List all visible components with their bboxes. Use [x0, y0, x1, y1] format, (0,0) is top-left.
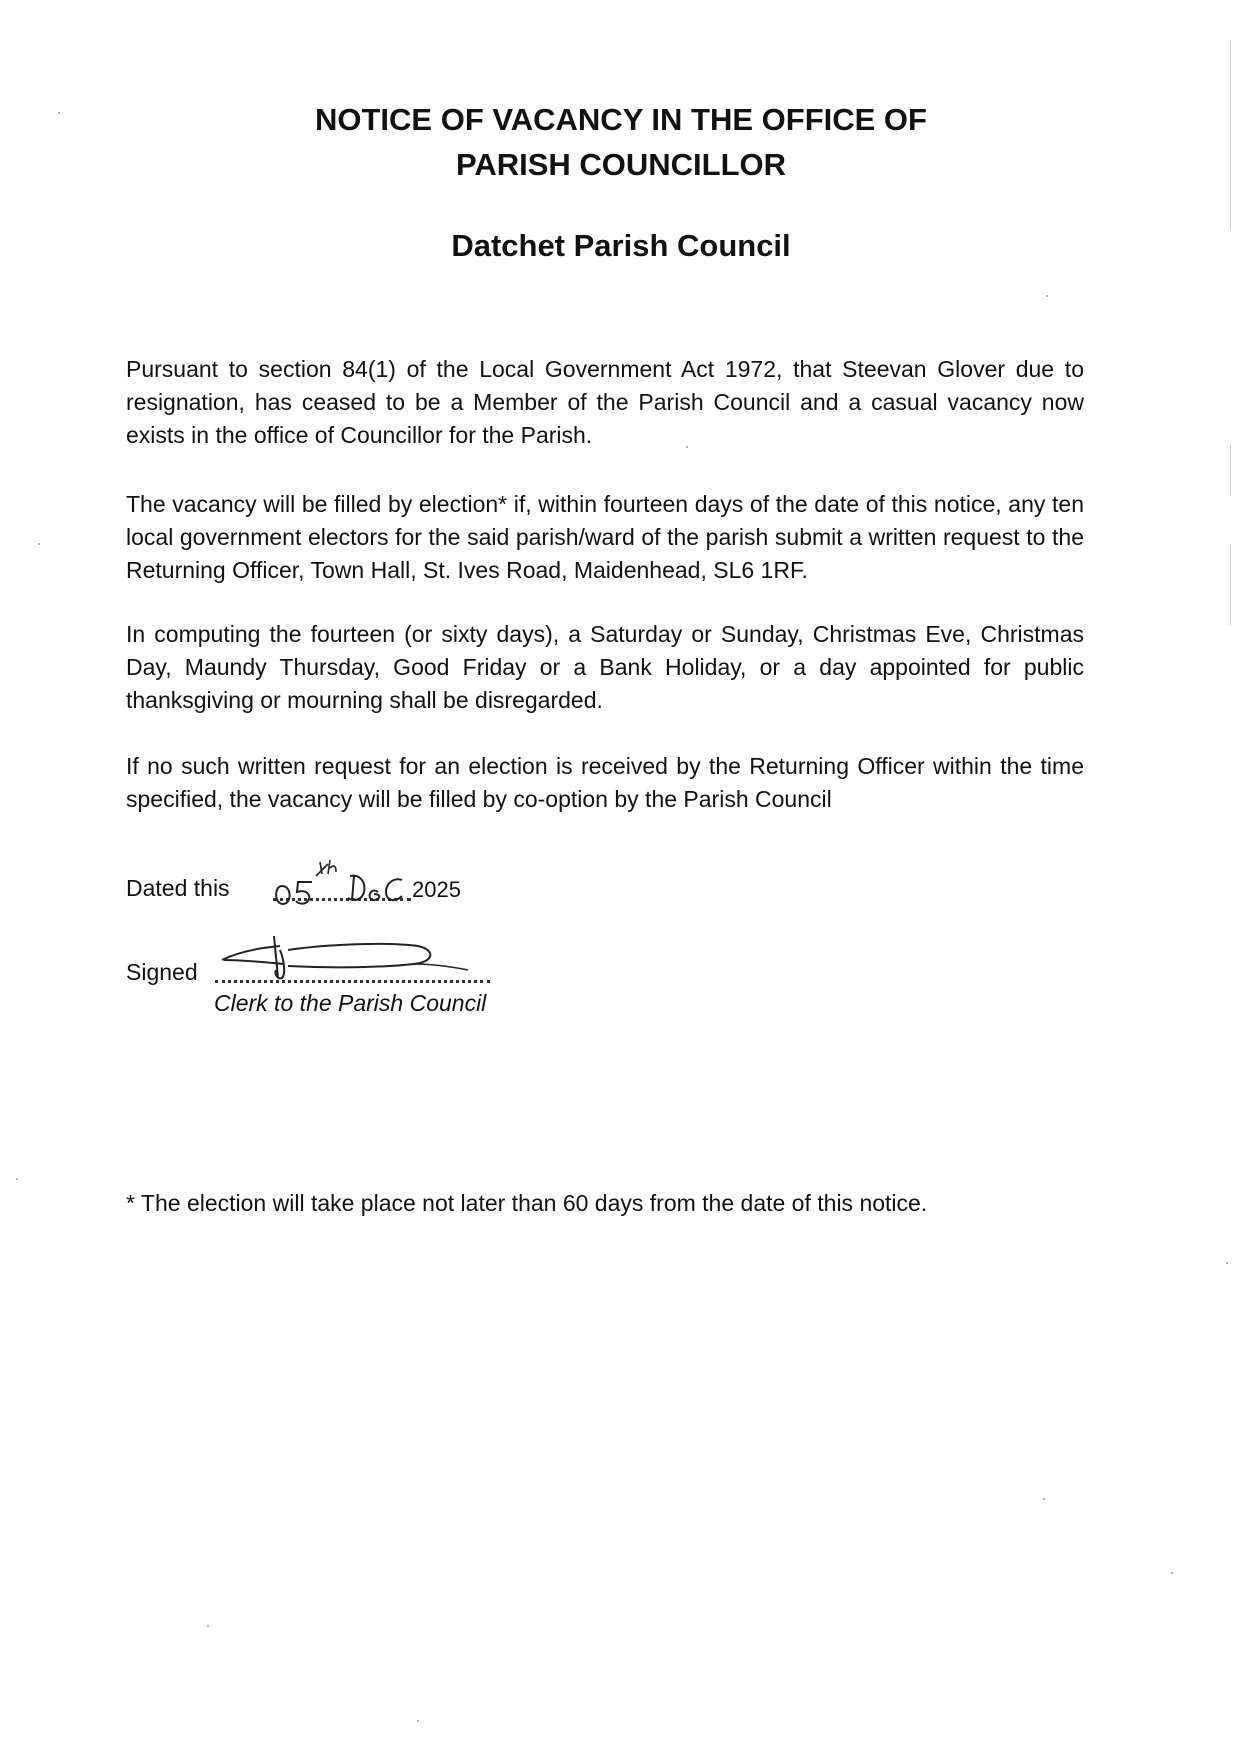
scan-speck [58, 112, 60, 114]
scan-speck [38, 543, 40, 545]
scan-speck [686, 446, 688, 448]
notice-title-line-1: NOTICE OF VACANCY IN THE OFFICE OF [315, 102, 927, 137]
scan-speck [1043, 1498, 1045, 1500]
paragraph-vacancy: Pursuant to section 84(1) of the Local Government Act 1972, that Steevan Glover due to resignation, has ceased to be a Member of the Parish Council and a casual vacancy now exists in the office of Councillor for the Parish. [126, 356, 1084, 448]
scan-edge-mark [1230, 445, 1231, 495]
paragraph-co-option: If no such written request for an election is received by the Returning Officer within the time specified, the vacancy will be filled by co-option by the Parish Council [126, 753, 1084, 812]
scan-speck [16, 1178, 18, 1180]
paragraph-election-request: The vacancy will be filled by election* if, within fourteen days of the date of this notice, any ten local government electors for the said parish/ward of the parish submit a written request to the Returning Officer, Town Hall, St. Ives Road, Maidenhead, SL6 1RF. [126, 491, 1084, 583]
dated-label: Dated this [126, 875, 230, 901]
election-footnote: * The election will take place not later than 60 days from the date of this notice. [126, 1190, 928, 1216]
scan-speck [1046, 295, 1048, 297]
scan-speck [417, 1720, 419, 1722]
notice-title-line-2: PARISH COUNCILLOR [455, 147, 787, 182]
scan-speck [207, 1625, 209, 1627]
handwritten-signature [218, 930, 498, 990]
dated-year: 2025 [412, 877, 461, 902]
council-name: Datchet Parish Council [451, 228, 791, 263]
clerk-title: Clerk to the Parish Council [214, 990, 487, 1016]
scan-edge-mark [1230, 40, 1231, 230]
scan-speck [1171, 1572, 1173, 1574]
paragraph-computing-days: In computing the fourteen (or sixty days), a Saturday or Sunday, Christmas Eve, Christmas Day, Maundy Thursday, Good Friday or a Bank Holiday, or a day appointed for public thanksgiving or mourning shall be disregarded. [126, 621, 1084, 713]
scan-speck [1226, 1262, 1228, 1264]
signed-label: Signed [126, 959, 198, 985]
scan-edge-mark [1230, 545, 1231, 625]
handwritten-date [270, 858, 430, 910]
